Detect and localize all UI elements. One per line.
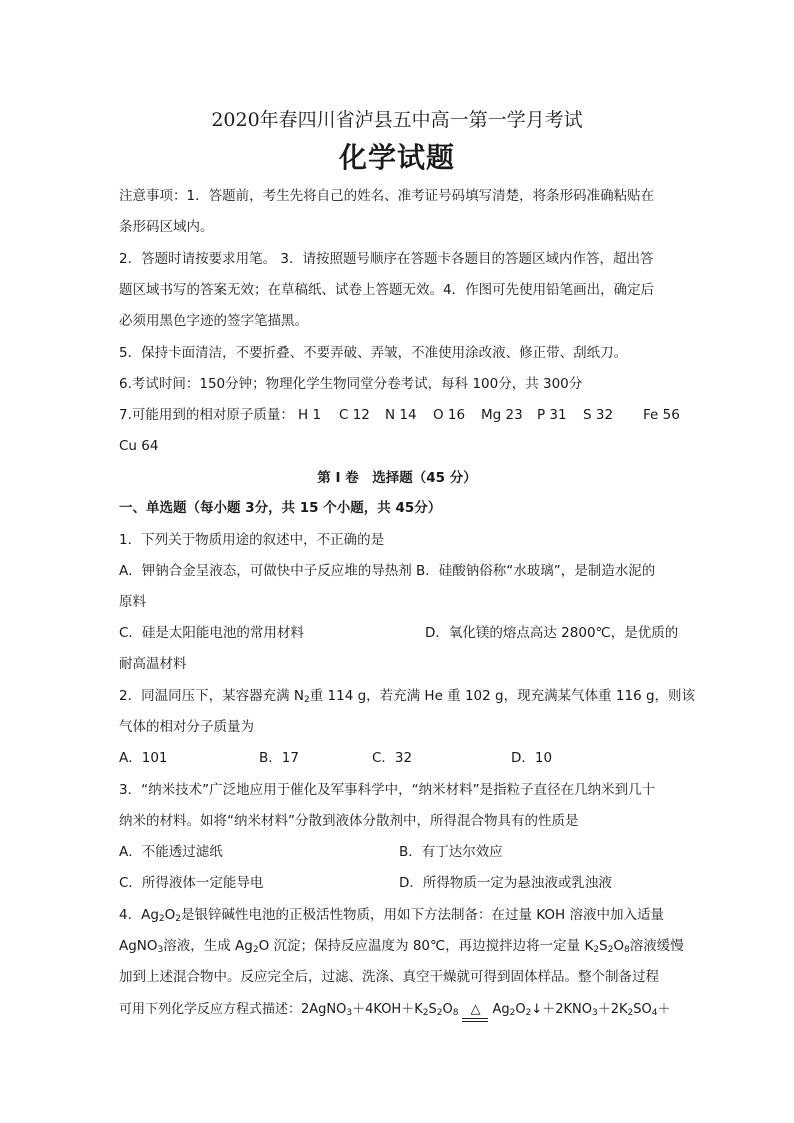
q4-text: ＋4KOH＋K [352,1002,423,1017]
note-1-line-2: 条形码区域内。 [119,219,214,235]
q4-text: SO [633,1002,652,1017]
q4-text: 4．Ag [119,907,159,923]
q4-text: O 沉淀；保持反应温度为 80℃，再边搅拌边将一定量 K [258,938,594,954]
q4-text: 可用下列化学反应方程式描述：2AgNO [119,1002,347,1017]
note-7 [119,406,679,424]
q4-subscript: 8 [624,945,630,955]
q4-text: ＋2K [597,1002,628,1017]
q4-text: S [599,938,608,954]
note-1-line-1: 注意事项：1．答题前，考生先将自己的姓名、准考证号码填写清楚，将条形码准确粘贴在 [119,188,655,204]
atomic-mass-n: N 14 [385,407,417,423]
note-2-line-1: 2．答题时请按要求用笔。 3．请按照题号顺序在答题卡各题目的答题区域内作答，超出答 [119,251,654,267]
atomic-mass-p: P 31 [537,407,567,423]
q4-subscript: 2 [175,914,182,924]
note-2-line-3: 必须用黑色字迹的签字笔描黑。 [119,313,308,329]
q4-line-2 [119,937,684,955]
q2-stem-part: 重 114 g，若充满 He 重 102 g，现充满某气体重 116 g，则该 [309,688,696,704]
q4-subscript: 8 [452,1008,459,1018]
q2-option-d: D．10 [511,750,553,766]
q3-options-a-b [119,843,679,861]
equals-bar-top [462,1018,488,1019]
q3-option-a: A．不能透过滤纸 [119,844,223,860]
q4-subscript: 2 [436,1008,443,1018]
delta-symbol: △ [470,1002,481,1017]
atomic-mass-mg: Mg 23 [481,407,523,423]
q4-subscript: 3 [591,1008,598,1018]
q1-option-b-cont: 原料 [119,594,146,610]
atomic-mass-cu: Cu 64 [119,438,159,454]
q1-option-c: C．硅是太阳能电池的常用材料 [119,625,304,641]
q4-text: 溶液，生成 Ag [163,938,253,954]
part-title: 一、单选题（每小题 3分，共 15 个小题，共 45分） [119,500,442,516]
q4-text: O [164,907,176,923]
q2-stem-line-1 [119,687,696,705]
q2-option-b: B．17 [259,750,299,766]
q4-text: S [428,1002,437,1017]
q3-options-c-d [119,874,679,892]
q4-text: AgNO [119,938,158,954]
q3-stem-line-1: 3．“纳米技术”广泛地应用于催化及军事科学中，“纳米材料”是指粒子直径在几纳米到几十 [119,782,656,798]
q4-subscript: 2 [593,945,600,955]
q3-option-d: D．所得物质一定为悬浊液或乳浊液 [399,875,612,891]
q2-option-a: A．101 [119,750,168,766]
q4-line-3: 加到上述混合物中。反应完全后，过滤、洗涤、真空干燥就可得到固体样品。整个制备过程 [119,969,659,985]
q4-text: ＋ [657,1002,671,1017]
exam-title: 2020年春四川省泸县五中高一第一学月考试 [211,109,583,131]
q3-stem-line-2: 纳米的材料。如将“纳米材料”分散到液体分散剂中，所得混合物具有的性质是 [119,813,579,829]
q4-text: Ag [492,1002,510,1017]
q1-option-a-b: A．钾钠合金呈液态，可做快中子反应堆的导热剂 B．硅酸钠俗称“水玻璃”，是制造水泥的 [119,563,656,579]
note-5: 5．保持卡面清洁，不要折叠、不要弄破、弄皱，不准使用涂改液、修正带、刮纸刀。 [119,345,628,361]
q4-text: O [515,1002,526,1017]
q4-text: ↓＋2KNO [531,1002,592,1017]
section-title: 第 I 卷 选择题（45 分） [317,470,477,486]
atomic-mass-h: H 1 [298,407,322,423]
q3-option-b: B．有丁达尔效应 [399,844,503,860]
note-7-label: 7.可能用到的相对原子质量： [119,407,294,423]
q4-subscript: 2 [627,1008,634,1018]
q1-options-c-d [119,624,679,642]
q4-subscript: 2 [422,1008,429,1018]
q1-option-d-cont: 耐高温材料 [119,656,187,672]
atomic-mass-o: O 16 [433,407,466,423]
q4-equation-line [119,1001,679,1019]
q3-option-c: C．所得液体一定能导电 [119,875,264,891]
atomic-mass-s: S 32 [583,407,614,423]
q4-subscript: 2 [509,1008,516,1018]
q4-text: 溶液缓慢 [629,938,684,954]
q4-subscript: 3 [157,945,164,955]
q2-subscript: 2 [303,695,310,705]
q4-subscript: 2 [252,945,259,955]
note-2-line-2: 题区域书写的答案无效；在草稿纸、试卷上答题无效。4．作图可先使用铅笔画出，确定后 [119,282,655,298]
atomic-mass-c: C 12 [339,407,370,423]
q4-text: O [442,1002,453,1017]
q4-subscript: 4 [651,1008,658,1018]
q2-option-c: C．32 [372,750,413,766]
atomic-mass-fe: Fe 56 [643,407,680,423]
q2-stem-line-2: 气体的相对分子质量为 [119,719,254,735]
q4-subscript: 2 [525,1008,532,1018]
note-6: 6.考试时间：150分钟；物理化学生物同堂分卷考试，每科 100分，共 300分 [119,376,583,392]
q4-subscript: 2 [158,914,165,924]
q4-subscript: 3 [346,1008,353,1018]
q2-stem-part: 2．同温同压下，某容器充满 N [119,688,304,704]
subject-title: 化学试题 [338,141,455,174]
equals-bar-bottom [462,1021,488,1022]
heat-condition-sign [462,1001,488,1019]
q1-stem: 1．下列关于物质用途的叙述中，不正确的是 [119,532,385,548]
q4-line-1 [119,906,679,924]
q4-text: O [613,938,624,954]
q1-option-d: D．氧化镁的熔点高达 2800℃，是优质的 [425,625,679,641]
q4-text: 是银锌碱性电池的正极活性物质，用如下方法制备：在过量 KOH 溶液中加入适量 [181,907,664,923]
q4-subscript: 2 [607,945,614,955]
